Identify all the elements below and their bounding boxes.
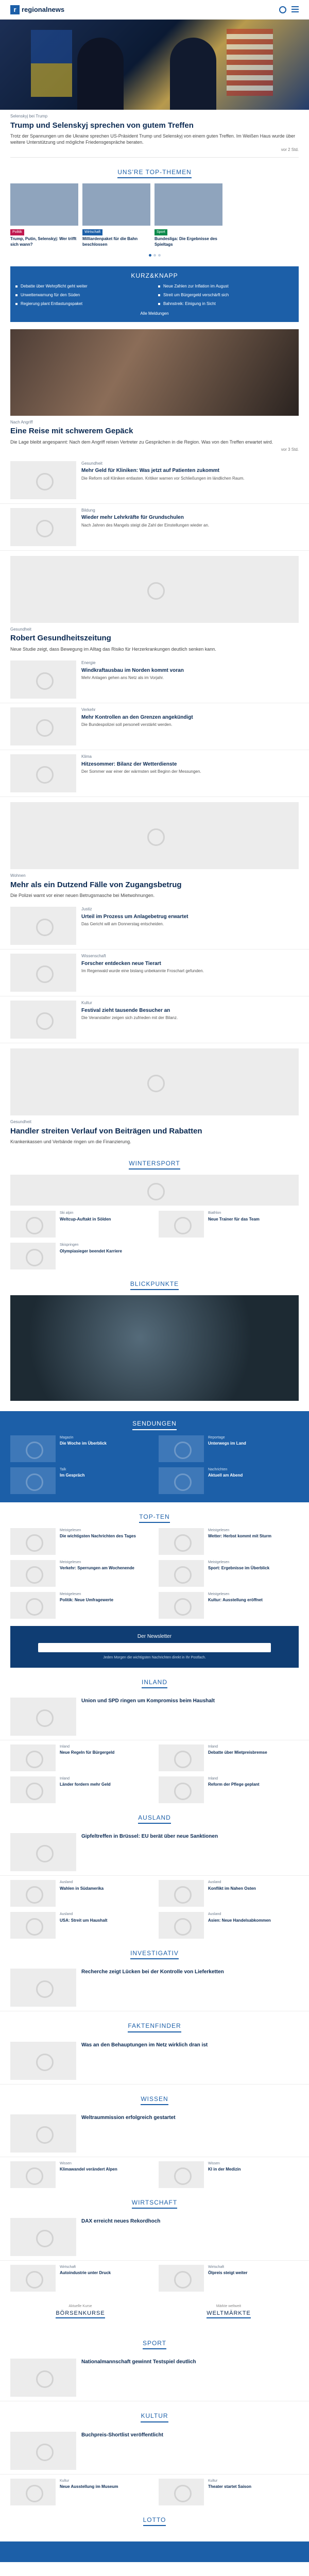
grid-item-title: Unterwegs im Land [208,1441,246,1446]
wissen-lead[interactable]: Weltraummission erfolgreich gestartet [0,2110,309,2157]
grid-item-image [10,1560,56,1587]
theme-tag: Sport [154,229,167,235]
ausland-title: AUSLAND [0,1814,309,1824]
article-image[interactable] [10,556,299,623]
weltmaerkte-link[interactable]: Märkte weltweit WELTMÄRKTE [159,2304,299,2318]
sport-lead[interactable]: Nationalmannschaft gewinnt Testspiel deutlich [0,2354,309,2401]
lead-time: vor 3 Std. [281,447,299,452]
list-item-teaser: Mehr Anlagen gehen ans Netz als im Vorjahr. [81,675,164,681]
grid-item-kicker: Ski alpin [60,1211,74,1215]
grid-item-image [159,1467,204,1494]
grid-item-kicker: Meistgelesen [208,1560,230,1564]
grid-item-title: Aktuell am Abend [208,1473,243,1478]
kultur-lead[interactable]: Buchpreis-Shortlist veröffentlicht [0,2428,309,2475]
grid-item-title: Debatte über Mietpreisbremse [208,1750,267,1755]
grid-item-kicker: Meistgelesen [208,1528,230,1532]
list-item-image [10,954,76,992]
grid-item-title: Olympiasieger beendet Karriere [60,1248,122,1253]
grid-item[interactable] [159,2479,299,2505]
hero-kicker: Selenskyj bei Trump [10,114,48,118]
grid-item-kicker: Skispringen [60,1243,79,1247]
grid-item-title: Asien: Neue Handelsabkommen [208,1918,271,1923]
grid-item-title: Klimawandel verändert Alpen [60,2167,117,2172]
hero-image[interactable] [0,20,309,110]
grid-item[interactable] [159,1776,299,1803]
grid-item[interactable] [10,1776,150,1803]
article-kicker: Gesundheit [10,1119,31,1124]
grid-item-title: Theater startet Saison [208,2484,252,2489]
kurz-more-link[interactable]: Alle Meldungen [140,311,169,316]
grid-item-kicker: Inland [208,1744,218,1749]
grid-item[interactable] [159,1528,299,1555]
grid-item-title: USA: Streit um Haushalt [60,1918,108,1923]
grid-item-title: Autoindustrie unter Druck [60,2270,111,2276]
lead-teaser: Die Lage bleibt angespannt: Nach dem Angriff reisen Vertreter zu Gesprächen in die Region. Was von den Treffen erwartet wird. [10,439,273,445]
grid-item-title: Sport: Ergebnisse im Überblick [208,1566,270,1571]
list-item-kicker: Wissenschaft [81,953,106,958]
grid-item[interactable] [159,2265,299,2292]
list-item-teaser: Der Sommer war einer der wärmsten seit Beginn der Messungen. [81,769,201,774]
list-item-kicker: Energie [81,660,96,665]
sendungen-title: SENDUNGEN [132,1419,177,1430]
grid-item-kicker: Wissen [60,2161,72,2165]
grid-item-title: Neue Regeln für Bürgergeld [60,1750,115,1755]
article-kicker: Gesundheit [10,626,31,632]
grid-item-kicker: Talk [60,1467,66,1471]
article-image[interactable] [10,1048,299,1115]
grid-item-image [10,1880,56,1907]
list-item-kicker: Justiz [81,906,92,911]
theme-title: Trump, Putin, Selenskyj: Wer trifft sich wann? [10,236,77,247]
grid-item-image [159,1880,204,1907]
grid-item[interactable] [10,1744,150,1771]
grid-item-title: Weltcup-Auftakt in Sölden [60,1216,111,1222]
grid-item-image [10,1912,56,1939]
list-item-kicker: Kultur [81,1000,92,1005]
grid-item-image [10,2265,56,2292]
grid-item-title: Die wichtigsten Nachrichten des Tages [60,1534,136,1539]
grid-item-image [159,2161,204,2188]
investigativ-title: INVESTIGATIV [0,1949,309,1959]
faktenfinder-title: FAKTENFINDER [0,2022,309,2032]
grid-item[interactable] [10,1435,150,1462]
grid-item-kicker: Ausland [60,1912,73,1917]
grid-item-image [159,1912,204,1939]
market-links [0,2304,309,2318]
kurz-title: KURZ&KNAPP [131,272,178,280]
blickpunkte-photo[interactable] [10,1295,299,1401]
wirtschaft-title: WIRTSCHAFT [0,2198,309,2209]
grid-item[interactable] [10,1560,150,1587]
grid-item-title: Ölpreis steigt weiter [208,2270,248,2276]
grid-item[interactable] [159,1744,299,1771]
list-item-title: Mehr Geld für Kliniken: Was jetzt auf Patienten zukommt [81,468,219,474]
inland-lead[interactable]: Union und SPD ringen um Kompromiss beim Haushalt [0,1693,309,1740]
grid-item-title: Wetter: Herbst kommt mit Sturm [208,1534,271,1539]
grid-item-kicker: Inland [60,1776,70,1781]
newsletter-text: Jeden Morgen die wichtigsten Nachrichten direkt in Ihr Postfach. [103,1656,206,1660]
list-item[interactable] [0,996,309,1043]
themes-carousel[interactable] [0,183,309,247]
list-item[interactable] [0,656,309,703]
grid-item-title: Im Gespräch [60,1473,85,1478]
kurz-item[interactable]: Unwetterwarnung für den Süden [15,293,151,298]
grid-item-kicker: Meistgelesen [60,1528,81,1532]
grid-item-image [159,1744,204,1771]
grid-item-kicker: Ausland [208,1912,221,1917]
grid-item-title: Politik: Neue Umfragewerte [60,1598,114,1603]
wirtschaft-lead[interactable]: DAX erreicht neues Rekordhoch [0,2214,309,2261]
grid-item-kicker: Reportage [208,1435,225,1439]
list-item-image [10,461,76,499]
newsletter-box [10,1626,299,1668]
grid-item-title: Verkehr: Sperrungen am Wochenende [60,1566,134,1571]
grid-item[interactable] [10,2161,150,2188]
theme-title: Milliardenpaket für die Bahn beschlossen [82,236,138,247]
site-header [0,0,309,20]
themes-title: UNS'RE TOP-THEMEN [0,168,309,178]
carousel-dots[interactable] [0,251,309,259]
logo-text: regionalnews [22,5,65,13]
list-item-title: Festival zieht tausende Besucher an [81,1007,170,1013]
article-teaser: Neue Studie zeigt, dass Bewegung im Alltag das Risiko für Herzerkrankungen deutlich senken kann. [10,646,216,652]
list-item-title: Mehr Kontrollen an den Grenzen angekündigt [81,714,193,720]
hero-article[interactable] [0,110,309,157]
grid-item-image [159,2479,204,2505]
theme-image [82,183,150,226]
grid-item[interactable] [10,1912,150,1939]
kurz-item[interactable]: Streit um Bürgergeld verschärft sich [158,293,294,298]
grid-item-kicker: Ausland [60,1880,73,1885]
grid-item-image [159,1435,204,1462]
grid-item-kicker: Kultur [60,2479,70,2483]
theme-image [154,183,222,226]
lead-title[interactable]: Eine Reise mit schwerem Gepäck [10,427,133,436]
blickpunkte-title: BLICKPUNKTE [0,1280,309,1290]
grid-item[interactable] [10,1467,150,1494]
kurz-item[interactable]: Regierung plant Entlastungspaket [15,301,151,307]
grid-item-kicker: Meistgelesen [60,1560,81,1564]
grid-item[interactable] [10,2265,150,2292]
grid-item-title: Länder fordern mehr Geld [60,1782,111,1787]
topten-title: TOP-TEN [0,1513,309,1523]
article-title[interactable]: Handler streiten Verlauf von Beiträgen und Rabatten [10,1126,202,1136]
grid-item[interactable] [10,2479,150,2505]
grid-item-title: Konflikt im Nahen Osten [208,1886,256,1891]
grid-item[interactable] [10,1528,150,1555]
grid-item-kicker: Ausland [208,1880,221,1885]
list-item[interactable] [0,703,309,750]
grid-item-title: Kultur: Ausstellung eröffnet [208,1598,263,1603]
theme-image [10,183,78,226]
article[interactable] [0,623,309,656]
ausland-lead[interactable]: Gipfeltreffen in Brüssel: EU berät über neue Sanktionen [0,1829,309,1876]
faktenfinder-item[interactable]: Was an den Behauptungen im Netz wirklich dran ist [0,2038,309,2084]
lead-article[interactable] [0,416,309,457]
list-item-kicker: Klima [81,754,92,759]
article[interactable] [0,869,309,903]
grid-item-image [10,1528,56,1555]
grid-item-kicker: Inland [60,1744,70,1749]
wissen-title: WISSEN [0,2095,309,2105]
grid-item[interactable] [159,2161,299,2188]
menu-icon[interactable] [291,6,299,12]
theme-card[interactable] [82,183,150,247]
list-item[interactable] [0,950,309,996]
grid-item-image [10,1744,56,1771]
grid-item-image [159,2265,204,2292]
article[interactable] [0,1115,309,1149]
theme-card[interactable] [10,183,78,247]
grid-item[interactable] [10,1880,150,1907]
kurz-item[interactable]: Debatte über Wehrpflicht geht weiter [15,284,151,290]
kurz-knapp-box [10,266,299,321]
grid-item[interactable] [159,1467,299,1494]
article-title[interactable]: Robert Gesundheitszeitung [10,634,111,643]
wintersport-title: WINTERSPORT [0,1159,309,1170]
list-item-title: Windkraftausbau im Norden kommt voran [81,667,184,673]
grid-item-image [10,2479,56,2505]
grid-item[interactable] [159,1880,299,1907]
wintersport-lead-image[interactable] [10,1175,299,1206]
grid-item-image [10,1435,56,1462]
grid-item-kicker: Nachrichten [208,1467,228,1471]
hero-title[interactable]: Trump und Selenskyj sprechen von gutem Treffen [10,121,194,130]
list-item-title: Forscher entdecken neue Tierart [81,960,161,967]
grid-item[interactable] [10,1211,150,1238]
theme-tag: Wirtschaft [82,229,102,235]
grid-item-kicker: Wirtschaft [60,2265,76,2269]
logo-mark: r [10,5,20,14]
theme-card[interactable] [154,183,222,247]
list-item-image [10,754,76,792]
list-item-teaser: Das Gericht will am Donnerstag entscheiden. [81,922,164,927]
list-item[interactable] [0,504,309,551]
newsletter-title: Der Newsletter [137,1633,172,1639]
theme-tag: Politik [10,229,24,235]
newsletter-email-input[interactable] [38,1643,271,1652]
list-item-kicker: Gesundheit [81,461,102,466]
list-item-title: Hitzesommer: Bilanz der Wetterdienste [81,761,177,767]
list-item-image [10,508,76,546]
kultur-title: KULTUR [0,2412,309,2422]
grid-item[interactable] [159,1211,299,1238]
grid-item-kicker: Magazin [60,1435,74,1439]
article-kicker: Wohnen [10,873,26,878]
inland-title: INLAND [0,1678,309,1688]
grid-item-kicker: Wissen [208,2161,220,2165]
list-item-kicker: Bildung [81,507,95,513]
list-item-teaser: Die Veranstalter zeigen sich zufrieden mit der Bilanz. [81,1015,178,1021]
list-item-teaser: Die Reform soll Kliniken entlasten. Kritiker warnen vor Schließungen im ländlichen Raum. [81,476,245,481]
search-icon[interactable] [279,6,286,13]
grid-item-title: Die Woche im Überblick [60,1441,107,1446]
grid-item-kicker: Meistgelesen [60,1592,81,1596]
grid-item[interactable] [10,1592,150,1619]
list-item-title: Wieder mehr Lehrkräfte für Grundschulen [81,515,184,521]
grid-item-image [159,1211,204,1238]
grid-item-image [159,1776,204,1803]
grid-item-title: Wahlen in Südamerika [60,1886,104,1891]
grid-item-title: Neue Trainer für das Team [208,1216,260,1222]
list-item-teaser: Nach Jahren des Mangels steigt die Zahl der Einstellungen wieder an. [81,522,210,528]
grid-item-title: KI in der Medizin [208,2167,241,2172]
article-title[interactable]: Mehr als ein Dutzend Fälle von Zugangsbetrug [10,880,182,889]
list-item[interactable] [0,457,309,504]
grid-item-image [10,1243,56,1269]
list-item-teaser: Im Regenwald wurde eine bislang unbekannte Froschart gefunden. [81,969,204,974]
grid-item[interactable] [10,1243,150,1269]
grid-item-title: Neue Ausstellung im Museum [60,2484,118,2489]
kurz-item[interactable]: Neue Zahlen zur Inflation im August [158,284,294,290]
list-item-kicker: Verkehr [81,707,96,712]
list-item-image [10,660,76,699]
article-image[interactable] [10,802,299,869]
lead-kicker: Nach Angriff [10,419,33,425]
site-footer [0,2541,309,2562]
grid-item-image [10,2161,56,2188]
grid-item-image [159,1560,204,1587]
article-teaser: Krankenkassen und Verbände ringen um die Finanzierung. [10,1139,131,1144]
grid-item-image [159,1528,204,1555]
kurz-item[interactable]: Bahnstreik: Einigung in Sicht [158,301,294,307]
sport-title: SPORT [0,2339,309,2349]
grid-item-image [10,1211,56,1238]
grid-item[interactable] [159,1912,299,1939]
grid-item-kicker: Inland [208,1776,218,1781]
lotto-title: LOTTO [0,2516,309,2526]
grid-item-kicker: Biathlon [208,1211,221,1215]
list-item-image [10,707,76,745]
grid-item-kicker: Kultur [208,2479,218,2483]
hero-time: vor 2 Std. [281,147,299,152]
site-logo[interactable] [10,5,64,14]
hero-teaser: Trotz der Spannungen um die Ukraine sprechen US-Präsident Trump und Selenskyj von einem guten Treffen. Im Weißen Haus wurde über weitere Unterstützung und mögliche Friedensgespräche beraten. [10,133,296,145]
sendungen-section [0,1411,309,1502]
grid-item-title: Reform der Pflege geplant [208,1782,260,1787]
grid-item[interactable] [159,1435,299,1462]
theme-title: Bundesliga: Die Ergebnisse des Spieltags [154,236,217,247]
list-item[interactable] [0,750,309,797]
grid-item-image [10,1467,56,1494]
list-item-image [10,907,76,945]
grid-item-kicker: Meistgelesen [208,1592,230,1596]
grid-item-image [10,1592,56,1619]
lead-image[interactable] [10,329,299,416]
grid-item[interactable] [159,1560,299,1587]
investigativ-item[interactable]: Recherche zeigt Lücken bei der Kontrolle von Lieferketten [0,1964,309,2011]
grid-item-image [10,1776,56,1803]
article-teaser: Die Polizei warnt vor einer neuen Betrugsmasche bei Mietwohnungen. [10,892,155,898]
list-item-image [10,1001,76,1039]
boersenkurse-link[interactable]: Aktuelle Kurse BÖRSENKURSE [10,2304,150,2318]
grid-item-image [159,1592,204,1619]
list-item[interactable] [0,903,309,950]
list-item-teaser: Die Bundespolizei soll personell verstärkt werden. [81,722,173,727]
list-item-title: Urteil im Prozess um Anlagebetrug erwartet [81,913,188,920]
grid-item-kicker: Wirtschaft [208,2265,225,2269]
grid-item[interactable] [159,1592,299,1619]
